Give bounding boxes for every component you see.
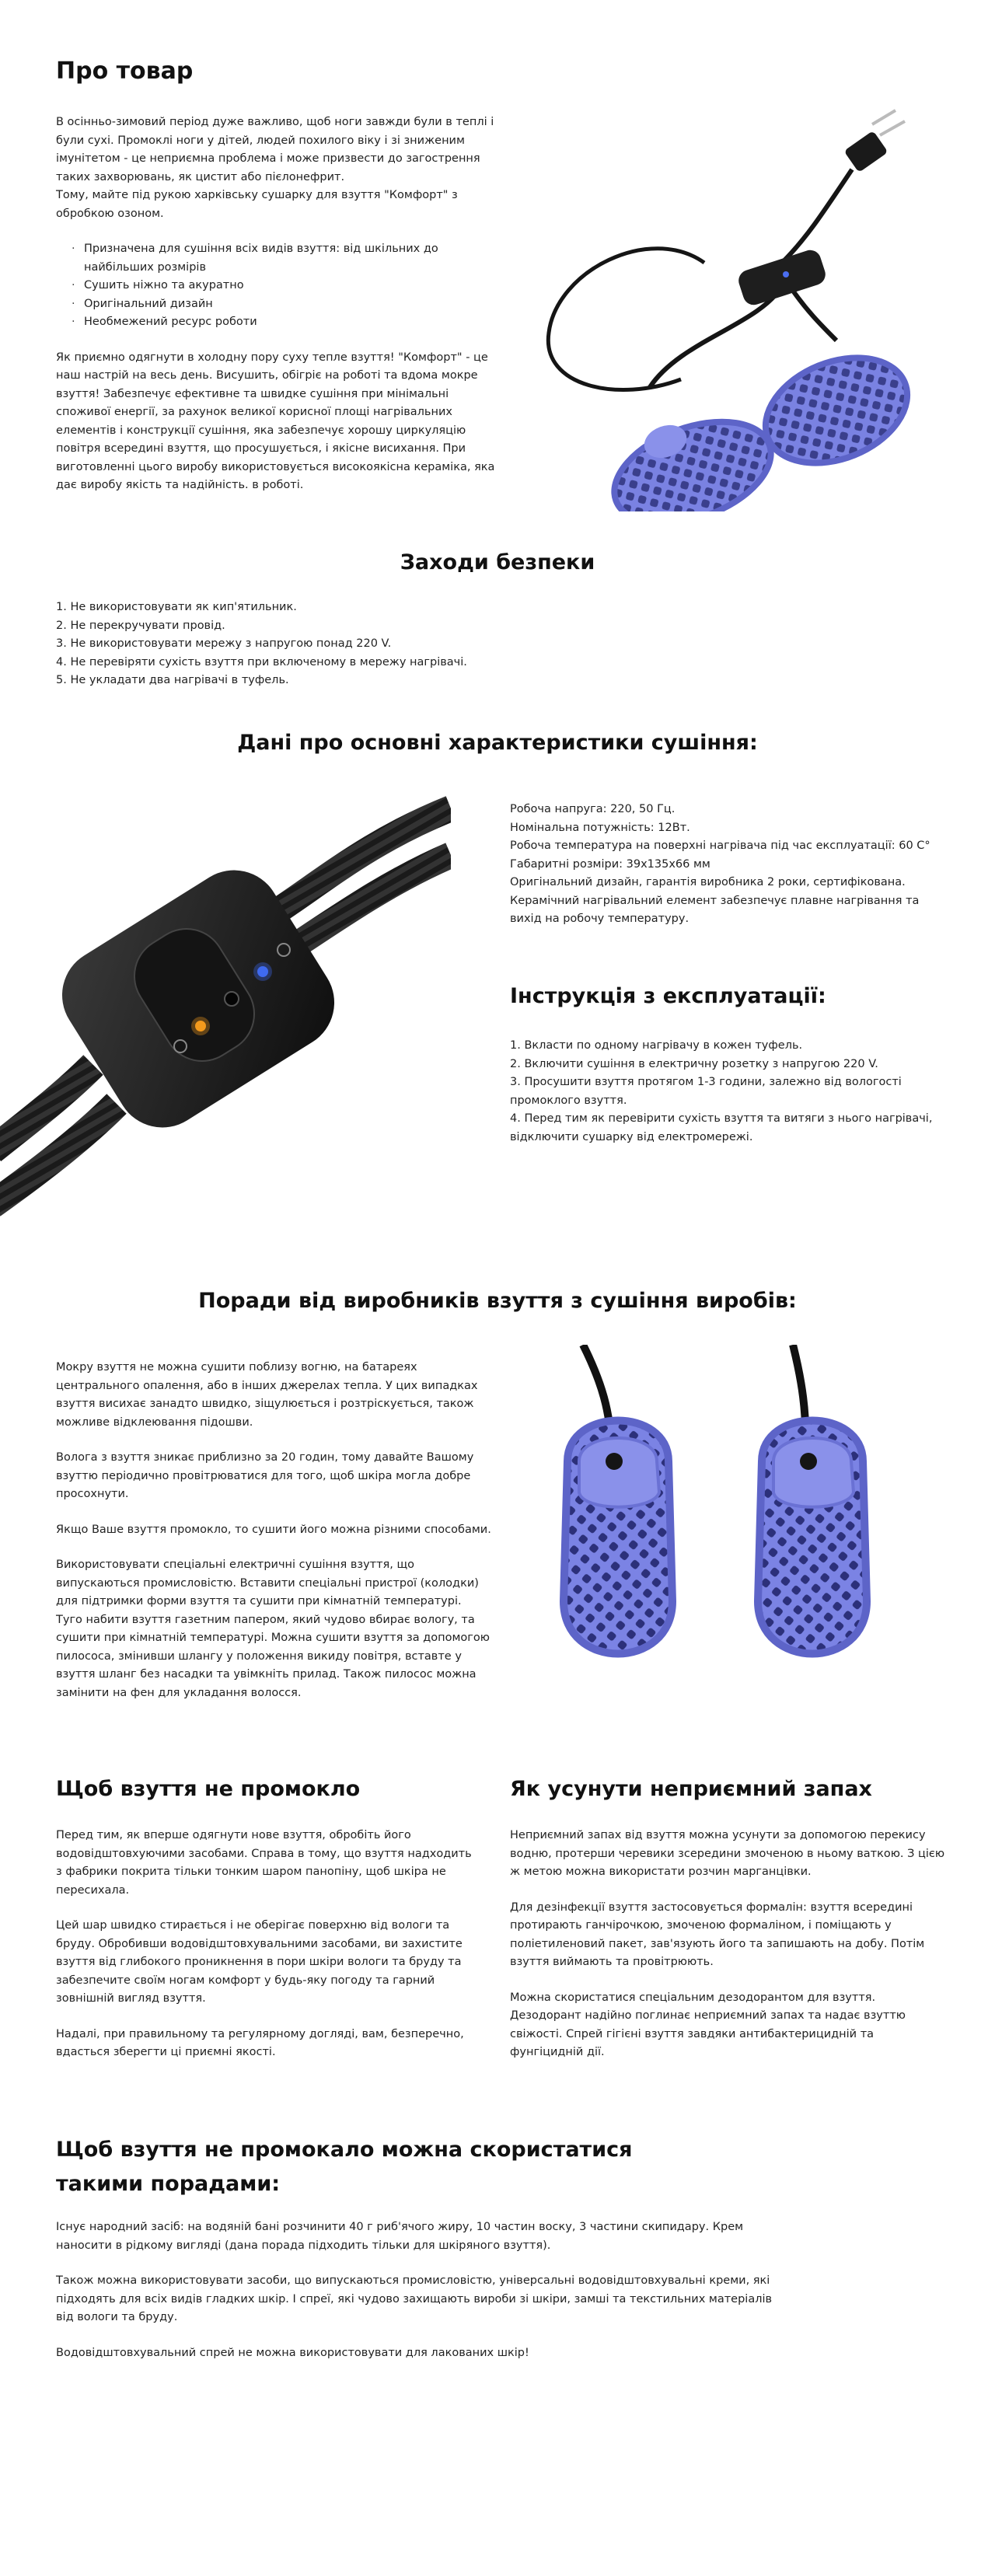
safety-item: 5. Не укладати два нагрівачі в туфель. [56,674,289,686]
instruction-item: 2. Включити сушіння в електричну розетку з напругою 220 V. [510,1057,878,1070]
about-title: Про товар [56,58,194,85]
prevention-title: Щоб взуття не промокало можна скористатися такими порадами: [56,2138,633,2196]
tips-title: Поради від виробників взуття з сушіння виробів: [198,1289,797,1313]
odor-p1: Неприємний запах від взуття можна усунути за допомогою перекису водню, протерши черевики зсередини змоченою в ньому ваткою. З цією ж метою можна використати розчин марганцівки. [510,1829,945,1878]
bullet-item: · Призначена для сушіння всіх видів взуття: від шкільних до найбільших розмірів [76,240,501,277]
bullet-item: · Оригінальний дизайн [76,295,501,314]
safety-list [56,599,756,690]
safety-item: 1. Не використовувати як кип'ятильник. [56,601,297,613]
instruction-item: 4. Перед тим як перевірити сухість взуття та витяги з нього нагрівачі, відключити сушарку від електромережі. [510,1112,933,1143]
heaters-image [536,1345,933,1687]
waterproof-p1: Перед тим, як вперше одягнути нове взуття, обробіть його водовідштовхуючими засобами. Справа в тому, що взуття надходить з фабрики покрита тільки тонким шаром панопіну, щоб шкіра не пересихала. [56,1829,472,1897]
controller-image [0,785,451,1220]
odor-p3: Можна скористатися спеціальним дезодорантом для взуття. Дезодорант надійно поглинає неприємний запах та надає взуттю свіжості. Спрей гігієні взуття завдяки антибактерицидній та фунгіцидній дії. [510,1991,906,2058]
safety-title: Заходи безпеки [400,550,595,574]
spec-item: Керамічний нагрівальний елемент забезпечує плавне нагрівання та вихід на робочу температуру. [510,894,920,925]
safety-item: 4. Не перевіряти сухість взуття при включеному в мережу нагрівачі. [56,655,467,668]
bullet-item: · Необмежений ресурс роботи [76,313,501,332]
instructions-list [510,1037,945,1147]
specs-list [510,801,945,929]
about-body: Як приємно одягнути в холодну пору суху тепле взуття! "Комфорт" - це наш настрій на весь день. Висушить, обігріє на роботі та вдома мокре взуття! Забезпечує ефективне та швидке сушіння при мінімальні споживої енергії, за рахунок великої корисної площі нагрівальних елементів і конструкції сушіння, яка забезпечує хорошу циркуляцію повітря всередині взуття, що просушується, і якісне висихання. При виготовленні цього виробу використовується високоякісна кераміка, яка дає виробу якість та надійність. в роботі. [56,351,495,491]
spec-item: Габаритні розміри: 39х135х66 мм [510,857,710,871]
spec-item: Оригінальний дизайн, гарантія виробника 2 роки, сертифікована. [510,876,906,888]
tips-p3: Якщо Ваше взуття промокло, то сушити його можна різними способами. [56,1523,491,1536]
prevention-p1: Існує народний засіб: на водяній бані розчинити 40 г риб'ячого жиру, 10 частин воску, 3 частини скипидару. Крем наносити в рідкому вигляді (дана порада підходить тільки для шкіряного взуття). [56,2221,744,2252]
safety-item: 3. Не використовувати мережу з напругою понад 220 V. [56,637,392,650]
about-intro-2: Тому, майте під рукою харківську сушарку для взуття "Комфорт" з обробкою озоном. [56,189,458,220]
waterproof-text [56,1827,476,2079]
odor-title: Як усунути неприємний запах [510,1777,872,1801]
tips-p1: Мокру взуття не можна сушити поблизу вогню, на батареях центрального опалення, або в інших джерелах тепла. У цих випадках взуття висихає занадто швидко, зіщулюється і розтріскується, також можливе відклеювання підошви. [56,1361,478,1429]
heaters-illustration [536,1345,933,1687]
prevention-p3: Водовідштовхувальний спрей не можна використовувати для лакованих шкір! [56,2346,529,2359]
about-text [56,113,501,512]
tips-p4: Використовувати спеціальні електричні сушіння взуття, що випускаються промисловістю. Вставити спеціальні пристрої (колодки) для підтримки форми взуття та сушити при кімнатній температурі. Туго набити взуття газетним папером, який чудово вбирає вологу, та сушити при кімнатній температурі. Можна сушити взуття за допомогою пилососа, змінивши шлангу у положення викиду повітря, вставте у взуття шланг без насадки та увімкніть прилад. Також пилосос можна замінити на фен для укладання волосся. [56,1559,490,1699]
waterproof-p3: Надалі, при правильному та регулярному догляді, вам, безперечно, вдасться зберегти ці приємні якості. [56,2027,464,2058]
tips-p2: Волога з взуття зникає приблизно за 20 годин, тому давайте Вашому взуттю періодично провітрюватися для того, щоб шкіра могла добре просохнути. [56,1451,474,1500]
spec-item: Номінальна потужність: 12Вт. [510,821,690,834]
instruction-item: 1. Вкласти по одному нагрівачу в кожен туфель. [510,1039,803,1052]
tips-text [56,1359,491,1719]
instruction-item: 3. Просушити взуття протягом 1-3 години, залежно від вологості промоклого взуття. [510,1076,902,1107]
waterproof-p2: Цей шар швидко стирається і не оберігає поверхню від вологи та бруду. Обробивши водовідштовхувальними засобами, ви захистите взуття від глибокого проникнення в пори шкіри вологи та бруду та забезпечите своїм ногам комфорт у будь-яку погоду та гарний зовнішній вигляд взуття. [56,1919,463,2005]
controller-illustration [0,785,451,1220]
bullet-item: · Сушить ніжно та акуратно [76,277,501,295]
product-image-dryer [525,107,930,511]
about-bullets [56,240,501,332]
spec-item: Робоча температура на поверхні нагрівача під час експлуатації: 60 С° [510,839,930,852]
spec-item: Робоча напруга: 220, 50 Гц. [510,803,676,815]
prevention-p2: Також можна використовувати засоби, що випускаються промисловістю, універсальні водовідштовхувальні креми, які підходять для всіх видів гладких шкір. І спреї, які чудово захищають вироби зі шкіри, замші та текстильних матеріалів від вологи та бруду. [56,2274,773,2323]
odor-text [510,1827,945,2079]
waterproof-title: Щоб взуття не промокло [56,1777,361,1801]
specs-title: Дані про основні характеристики сушіння: [237,731,758,755]
instructions-title: Інструкція з експлуатації: [510,984,826,1008]
dryer-illustration [525,107,930,511]
safety-item: 2. Не перекручувати провід. [56,619,225,632]
about-intro: В осінньо-зимовий період дуже важливо, щоб ноги завжди були в теплі і були сухі. Промоклі ноги у дітей, людей похилого віку і зі зниженим імунітетом - це неприємна проблема і може призвести до загострення таких захворювань, як цистит або пієлонефрит. [56,116,494,183]
prevention-text [56,2218,787,2379]
odor-p2: Для дезінфекції взуття застосовується формалін: взуття всередині протирають ганчірочкою, змоченою формаліном, і поміщають у поліетиленовий пакет, зав'язують його та запишають на добу. Потім взуття виймають та провітрюють. [510,1901,925,1968]
